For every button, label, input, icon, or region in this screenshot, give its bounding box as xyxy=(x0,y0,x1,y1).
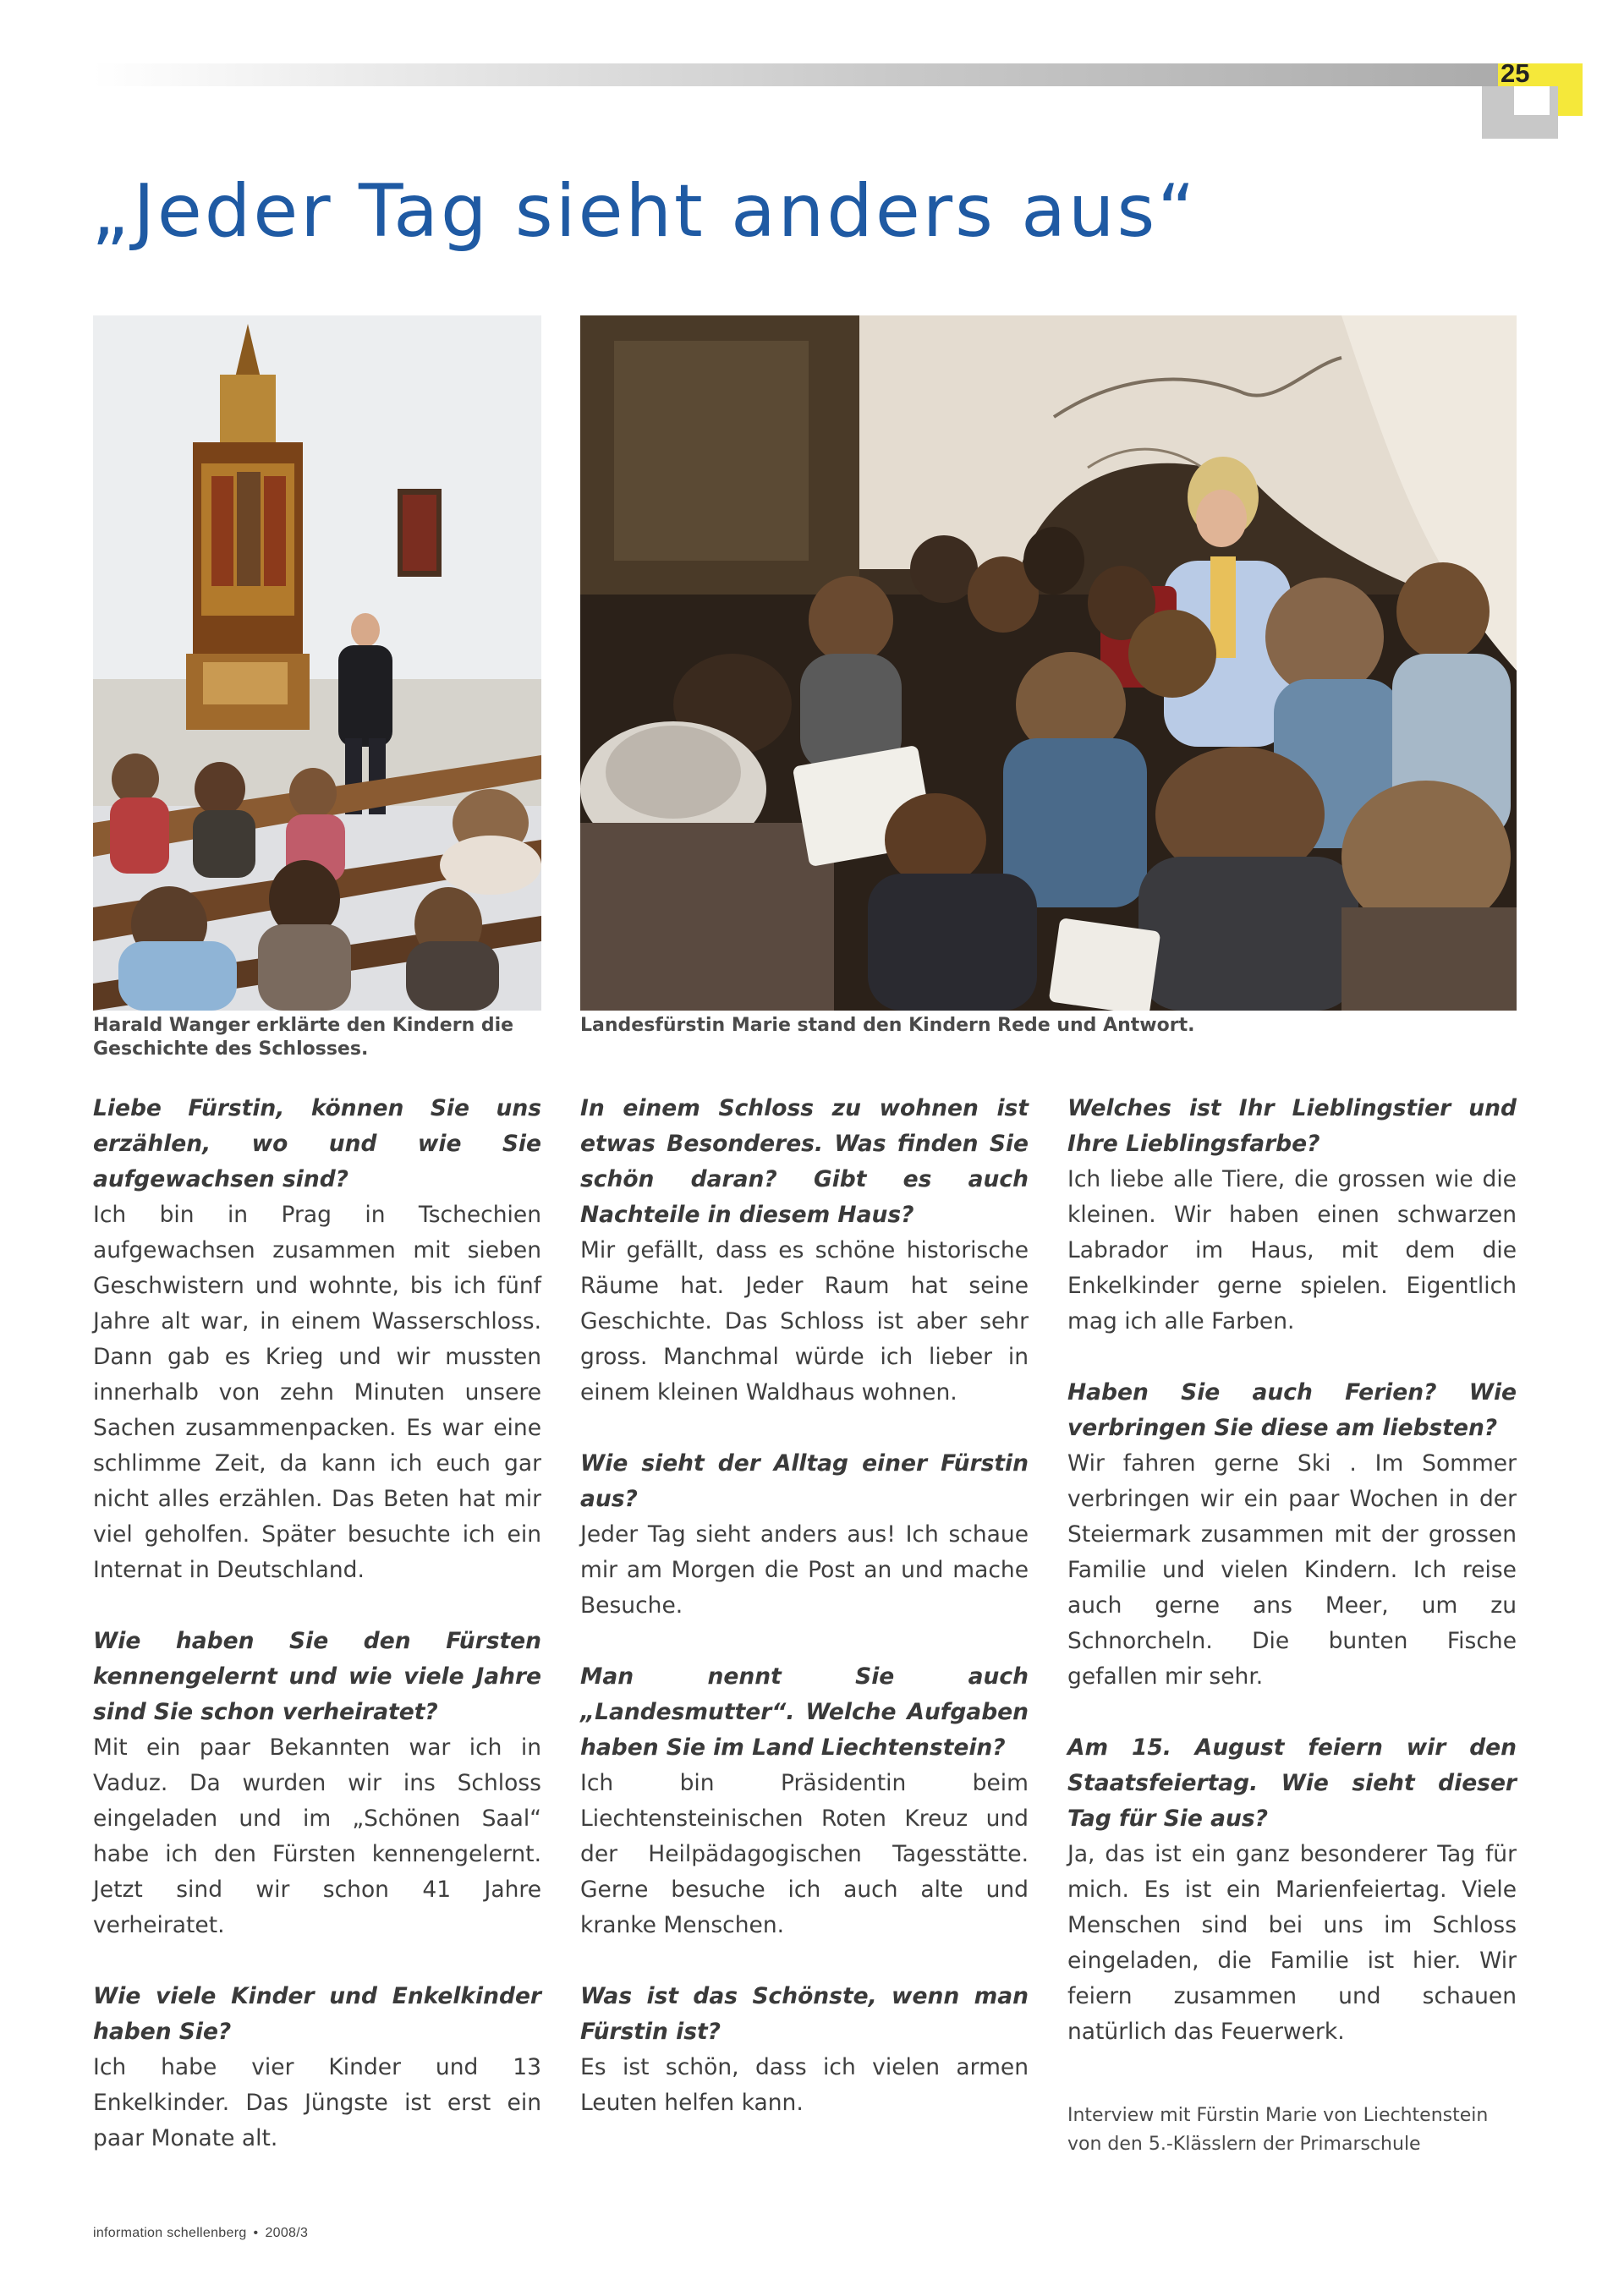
photo-caption: Landesfürstin Marie stand den Kindern Rede und Antwort. xyxy=(580,1015,1195,1036)
answer: Mir gefällt, dass es schöne historische Räume hat. Jeder Raum hat seine Geschichte. Das Schloss ist aber sehr gross. Manchmal würde ich lieber in einem kleinen Waldhaus wohnen. xyxy=(580,1237,1029,1406)
header-gradient-bar xyxy=(93,63,1544,86)
group-photo xyxy=(580,315,1517,1011)
page-title: „Jeder Tag sieht anders aus“ xyxy=(91,169,1198,254)
answer: Jeder Tag sieht anders aus! Ich schaue mir am Morgen die Post an und mache Besuche. xyxy=(580,1521,1029,1619)
answer: Ich bin in Prag in Tschechien aufgewachsen zusammen mit sieben Geschwistern und wohnte, bis ich fünf Jahre alt war, in einem Wasserschloss. Dann gab es Krieg und wir mussten innerhalb von zehn Minuten unsere Sachen zusammenpacken. Es war eine schlimme Zeit, da kann ich euch gar nicht alles erzählen. Das Beten hat mir viel geholfen. Später besuchte ich ein Internat in Deutschland. xyxy=(93,1202,541,1583)
answer: Ja, das ist ein ganz besonderer Tag für mich. Es ist ein Marienfeiertag. Viele Menschen sind bei uns im Schloss eingeladen, die Familie ist hier. Wir feiern zusammen und schauen natürlich das Feuerwerk. xyxy=(1067,1841,1517,2045)
answer: Ich liebe alle Tiere, die grossen wie die kleinen. Wir haben einen schwarzen Labrador im Haus, mit dem die Enkelkinder gerne spielen. Eigentlich mag ich alle Farben. xyxy=(1067,1166,1517,1334)
interview-column-1 xyxy=(93,1091,541,2192)
question: Wie viele Kinder und Enkelkinder haben Sie? xyxy=(93,1983,541,2045)
qa-block xyxy=(580,1979,1029,2121)
credit-line: Interview mit Fürstin Marie von Liechtenstein xyxy=(1067,2105,1489,2126)
question: Man nennt Sie auch „Landesmutter“. Welche Aufgaben haben Sie im Land Liechtenstein? xyxy=(580,1663,1029,1761)
qa-block xyxy=(1067,1091,1517,1340)
qa-block xyxy=(93,1624,541,1943)
page-number: 25 xyxy=(1501,58,1530,88)
page-footer xyxy=(93,2226,308,2241)
answer: Es ist schön, dass ich vielen armen Leuten helfen kann. xyxy=(580,2054,1029,2116)
footer-separator: • xyxy=(253,2226,259,2240)
credit-line: von den 5.-Klässlern der Primarschule xyxy=(1067,2134,1421,2155)
answer: Ich habe vier Kinder und 13 Enkelkinder. Das Jüngste ist erst ein paar Monate alt. xyxy=(93,2054,541,2151)
qa-block xyxy=(1067,1730,1517,2050)
question: Was ist das Schönste, wenn man Fürstin ist? xyxy=(580,1983,1029,2045)
question: In einem Schloss zu wohnen ist etwas Besonderes. Was finden Sie schön daran? Gibt es auch Nachteile in diesem Haus? xyxy=(580,1095,1029,1228)
question: Wie haben Sie den Fürsten kennengelernt und wie viele Jahre sind Sie schon verheiratet? xyxy=(93,1628,541,1725)
interview-column-3 xyxy=(1067,1091,1517,2085)
answer: Ich bin Präsidentin beim Liechtensteinischen Roten Kreuz und der Heilpädagogischen Tagesstätte. Gerne besuche ich auch alte und kranke Menschen. xyxy=(580,1770,1029,1938)
photo-caption: Harald Wanger erklärte den Kindern die Geschichte des Schlosses. xyxy=(93,1015,514,1060)
qa-block xyxy=(1067,1375,1517,1695)
publication-name: information schellenberg xyxy=(93,2226,247,2240)
question: Am 15. August feiern wir den Staatsfeiertag. Wie sieht dieser Tag für Sie aus? xyxy=(1067,1734,1517,1832)
question: Liebe Fürstin, können Sie uns erzählen, wo und wie Sie aufgewachsen sind? xyxy=(93,1095,541,1192)
qa-block xyxy=(580,1446,1029,1624)
interview-credit xyxy=(1067,2101,1541,2159)
interview-column-2 xyxy=(580,1091,1029,2156)
qa-block xyxy=(93,1091,541,1588)
issue-number: 2008/3 xyxy=(265,2226,309,2240)
chapel-photo xyxy=(93,315,541,1011)
question: Wie sieht der Alltag einer Fürstin aus? xyxy=(580,1450,1029,1512)
corner-white-block xyxy=(1514,86,1550,115)
answer: Wir fahren gerne Ski . Im Sommer verbringen wir ein paar Wochen in der Steiermark zusammen mit der grossen Familie und vielen Kindern. Ich reise auch gerne ans Meer, um zu Schnorcheln. Die bunten Fische gefallen mir sehr. xyxy=(1067,1450,1517,1690)
question: Welches ist Ihr Lieblingstier und Ihre Lieblingsfarbe? xyxy=(1067,1095,1517,1157)
answer: Mit ein paar Bekannten war ich in Vaduz. Da wurden wir ins Schloss eingeladen und im „Schönen Saal“ habe ich den Fürsten kennengelernt. Jetzt sind wir schon 41 Jahre verheiratet. xyxy=(93,1734,541,1938)
qa-block xyxy=(580,1091,1029,1411)
qa-block xyxy=(580,1659,1029,1943)
qa-block xyxy=(93,1979,541,2156)
question: Haben Sie auch Ferien? Wie verbringen Sie diese am liebsten? xyxy=(1067,1379,1517,1441)
